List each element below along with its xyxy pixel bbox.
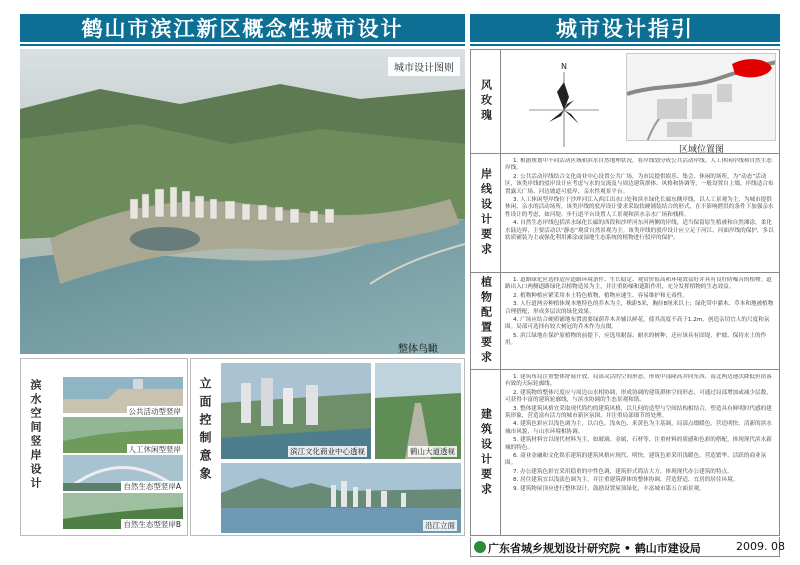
arch-item: 9. 建筑物屋顶应进行整体设计，鼓励设置屋顶绿化，丰富城市第五立面景观。 bbox=[513, 485, 705, 492]
label-planting: 植物配置要求 bbox=[471, 273, 501, 369]
plant-item: 2. 植物种植应紧采用本土特色植物，植物应速生、容易维护和无毒性。 bbox=[513, 292, 688, 299]
text-architecture bbox=[505, 374, 775, 494]
shoreline-title: 滨水空间竖岸设计 bbox=[29, 379, 42, 491]
row-planting-requirements bbox=[471, 273, 779, 370]
plant-item: 4. 广场应结合硬质铺地布置需要绿荫乔木并辅以鲜花，使其高度不高于1.2m，创造亲切宜人的尺度和氛围。局部可选择有较大树冠的乔木作为点缀。 bbox=[505, 317, 770, 331]
label-architecture: 建筑设计要求 bbox=[471, 370, 501, 536]
guide-table bbox=[470, 49, 780, 536]
section-label-public: 公共活动型竖岸 bbox=[128, 407, 181, 416]
arch-item: 2. 建筑物的整体尺度应与周边山水相协调，形成协调的建筑群体空间形态，可通过局部增加或减少层数，可获得丰富的建筑轮廓线，与滨水协调的生态景观和谐。 bbox=[505, 389, 772, 404]
plant-item: 5. 滨江绿地在保护原植物的前提下，应选用耐湿、耐水的树种，还应该具有固堤、护坡、保持水土的作用。 bbox=[505, 332, 767, 347]
row-architecture-requirements bbox=[471, 370, 779, 536]
guide-underline bbox=[470, 44, 780, 46]
photo-riverside-elevation bbox=[221, 463, 461, 533]
photo-heshan-avenue bbox=[375, 363, 461, 459]
arch-item: 8. 居住建筑宜以浅淡色调为主，并注重建筑群体的整体协调，营造舒适、宜居的居住环境。 bbox=[513, 477, 739, 484]
page-title: 鹤山市滨江新区概念性城市设计 bbox=[20, 14, 465, 42]
title-underline bbox=[20, 44, 465, 46]
arch-item: 3. 整体建筑风格宜采取现代简约的建筑风格，以几何的造型与空间结构相结合，塑造具有鲜明时代感的建筑形象，营造富有活力的城市新区氛围，并注重局部细节的处理。 bbox=[505, 405, 772, 420]
shore-item: 1. 根据规划中不同活动区域和滨水自然地理状况，将岸线划分成公共活动岸线、人工休闲岸线和自然生态岸线。 bbox=[505, 158, 772, 172]
arch-item: 1. 建筑布局注重整体舒展开放、局部灵活的空间形态，形成中部隆高并向东西、南北两边递次降低但错落有致的天际轮廓线。 bbox=[505, 374, 772, 388]
shore-item: 2. 公共活动岸线结合文化商业中心设置公共广场，为市民提供娱乐、集会、休闲的场所，为“动态”活动区，该类岸线的驳岸设计应考虑与水的交流及与周边建筑群体、风格和协调等，一般设置自上墙，岸线适合布置露天广场、河边坡道可驳岸、亲水性观景平台。 bbox=[505, 173, 774, 195]
shore-item: 4. 自然生态岸线包括滨水绿化长廊的西段和沙坪河东河两侧的岸线，适当保留原生植被和自然滩涂，柔化水陆边界，主要活动以“静态”观赏自然景观为主。该类岸线的驳岸设计应立足于河江、河面岸线的保护，多以软质铺装为主或强化利用滩涂或湿地生态系统的植物进行驳岸的保护。 bbox=[505, 220, 774, 242]
shore-item: 3. 人工休闲型岸线位于沙坪河江入西江出水口处和滨水绿化长廊东侧岸线，以人工景观为主，为城市提供休闲、亲水的活动场所，该类岸线的驳岸设计要求采取软硬铺装结合的形式，在不影响泄洪的条件下加强亲水性设计的考虑，如河堤、步行道平台设置人工景观和滨水亲水广场和栈桥。 bbox=[505, 197, 774, 218]
location-map bbox=[626, 53, 776, 141]
footer-date: 2009. 08 bbox=[736, 540, 785, 553]
institute-logo-icon bbox=[474, 541, 486, 553]
plant-item: 1. 道路绿化应选择适应道路环境条件、生长稳定、观赏价值高和环境效益好并具有良好防噪音的植物。道路出入口两侧道路绿化以植物造景为主，并注重防噪和遮阳作用，充分发挥植物的生态效益。 bbox=[505, 277, 772, 291]
row-shoreline-requirements bbox=[471, 154, 779, 273]
arch-item: 6. 商业金融和文化娱乐建筑的建筑风格应现代、明快，建筑色彩采用浅暖色，营造繁华、活跃的商业氛围。 bbox=[505, 453, 767, 467]
section-label-natural-a: 自然生态型竖岸A bbox=[123, 482, 181, 491]
caption-cultural-center: 滨江文化商业中心透视 bbox=[290, 447, 365, 456]
label-wind-rose: 风玫瑰 bbox=[471, 50, 501, 153]
arch-item: 5. 建筑材料宜以现代材料为主，如玻璃、金属、石材等，注重材料的质感和色彩的搭配，体现现代滨水新城的特色。 bbox=[505, 437, 772, 451]
aerial-illustration bbox=[20, 49, 465, 354]
label-shoreline: 岸线设计要求 bbox=[471, 154, 501, 272]
guide-title: 城市设计指引 bbox=[470, 14, 780, 42]
caption-riverside-elevation: 沿江立面 bbox=[425, 521, 455, 530]
text-shoreline bbox=[505, 158, 775, 243]
elevation-panel bbox=[190, 358, 465, 536]
site-highlight bbox=[732, 59, 772, 77]
photo-cultural-center bbox=[221, 363, 371, 459]
plant-item: 3. 人行道两旁种植体现本地特色的乔木为主，株距5米，胸径8厘米以上；绿化带中灌木、草本和地被植物合理搭配，形成多层次的绿化效果。 bbox=[505, 301, 774, 315]
aerial-tag: 城市设计图则 bbox=[388, 57, 460, 76]
compass-n-label: N bbox=[561, 62, 567, 71]
map-caption: 区域位置图 bbox=[679, 145, 725, 155]
row-wind-rose bbox=[471, 50, 779, 154]
text-planting bbox=[505, 277, 775, 349]
section-label-natural-b: 自然生态型竖岸B bbox=[123, 520, 181, 529]
elevation-title: 立面控制意象 bbox=[198, 377, 212, 485]
section-label-leisure: 人工休闲型竖岸 bbox=[128, 445, 181, 454]
caption-heshan-avenue: 鹤山大道透视 bbox=[410, 447, 455, 456]
aerial-rendering bbox=[20, 49, 465, 354]
footer-organization: 广东省城乡规划设计研究院 • 鹤山市建设局 bbox=[488, 542, 701, 555]
arch-item: 4. 建筑色彩应以浅色调为主，以白色、浅灰色、米黄色为主基调，局部点缀暖色，营造明快、清新的滨水城市风貌，与山水环境相协调。 bbox=[505, 421, 772, 435]
shoreline-sections-panel bbox=[20, 358, 188, 536]
aerial-caption: 整体鸟瞰 bbox=[398, 344, 438, 354]
arch-item: 7. 办公建筑色彩宜采用稳重的中性色调，建筑形式简洁大方，体现现代办公建筑的特点。 bbox=[513, 468, 733, 475]
